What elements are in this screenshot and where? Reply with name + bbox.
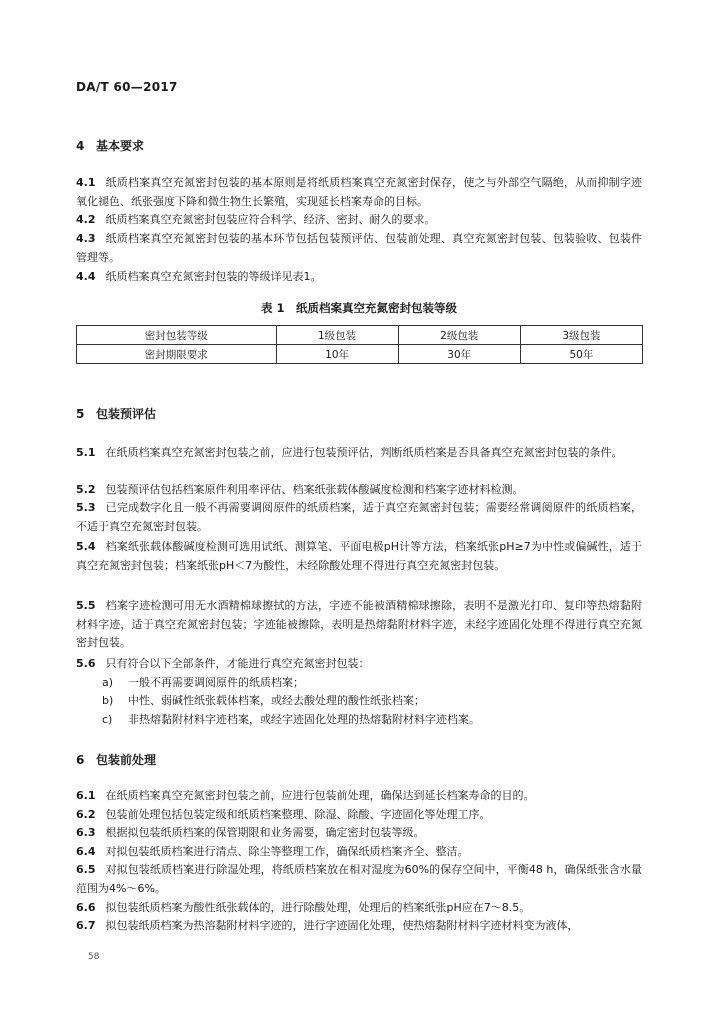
list-item: b) 中性、弱碱性纸张载体档案，或经去酸处理的酸性纸张档案；: [102, 694, 425, 707]
section-title: 基本要求: [96, 139, 145, 153]
clause-6-1: 6.1 在纸质档案真空充氮密封包装之前，应进行包装前处理，确保达到延长档案寿命的目的。: [76, 789, 535, 802]
clause-5-1: 5.1 在纸质档案真空充氮密封包装之前，应进行包装预评估，判断纸质档案是否具备真空充氮密封包装的条件。: [76, 446, 623, 459]
section-title: 包装预评估: [96, 407, 157, 421]
clause-6-6: 6.6 拟包装纸质档案为酸性纸张载体的，进行除酸处理，处理后的档案纸张pH应在7～8.5。: [76, 901, 531, 914]
grade-table: [76, 325, 643, 364]
page-number: 58: [88, 952, 100, 962]
section-number: 4: [76, 139, 85, 153]
clause-5-2: 5.2 包装预评估包括档案原件利用率评估、档案纸张载体酸碱度检测和档案字迹材料检测。: [76, 483, 524, 496]
clause-6-2: 6.2 包装前处理包括包装定级和纸质档案整理、除湿、除酸、字迹固化等处理工序。: [76, 808, 491, 821]
clause-6-7: 6.7 拟包装纸质档案为热溶黏附材料字迹的，进行字迹固化处理，使热熔黏附材料字迹材料变为液体，: [76, 919, 579, 932]
section-number: 6: [76, 753, 85, 767]
clause-6-3: 6.3 根据拟包装纸质档案的保管期限和业务需要，确定密封包装等级。: [76, 826, 425, 839]
list-item: a) 一般不再需要调阅原件的纸质档案；: [102, 676, 304, 689]
clause-6-5: 6.5 对拟包装纸质档案进行除湿处理，将纸质档案放在相对湿度为60%的保存空间中，平衡48 h，确保纸张含水量范围为4%～6%。: [76, 863, 642, 895]
table-row: [77, 326, 643, 345]
table-cell: 密封期限要求: [77, 345, 277, 364]
clause-4-4: 4.4 纸质档案真空充氮密封包装的等级详见表1。: [76, 270, 322, 283]
clause-6-4: 6.4 对拟包装纸质档案进行清点、除尘等整理工作，确保纸质档案齐全、整洁。: [76, 845, 469, 858]
section-number: 5: [76, 407, 85, 421]
table-cell: 密封包装等级: [77, 326, 277, 345]
clause-5-6: 5.6 只有符合以下全部条件，才能进行真空充氮密封包装：: [76, 657, 370, 670]
clause-4-3: 4.3 纸质档案真空充氮密封包装的基本环节包括包装预评估、包装前处理、真空充氮密封包装、包装验收、包装件管理等。: [76, 232, 642, 264]
table-cell: 50年: [520, 345, 642, 364]
clause-5-3: 5.3 已完成数字化且一般不再需要调阅原件的纸质档案，适于真空充氮密封包装；需要经常调阅原件的纸质档案，不适于真空充氮密封包装。: [76, 501, 642, 533]
section-6-heading: [76, 751, 156, 768]
clause-4-2: 4.2 纸质档案真空充氮密封包装应符合科学、经济、密封、耐久的要求。: [76, 213, 436, 226]
section-4-heading: [76, 137, 144, 154]
table-cell: 2级包装: [398, 326, 520, 345]
table-title: 表 1 纸质档案真空充氮密封包装等级: [260, 301, 457, 315]
standard-number: DA/T 60—2017: [76, 80, 178, 94]
section-title: 包装前处理: [96, 753, 157, 767]
list-item: c) 非热熔黏附材料字迹档案，或经字迹固化处理的热熔黏附材料字迹档案。: [102, 713, 480, 726]
table-cell: 10年: [276, 345, 398, 364]
table-row: [77, 345, 643, 364]
clause-4-1: 4.1 纸质档案真空充氮密封包装的基本原则是将纸质档案真空充氮密封保存，使之与外部空气隔绝，从而抑制字迹氧化褪色、纸张强度下降和微生物生长繁殖，实现延长档案寿命的目标。: [76, 176, 642, 208]
clause-5-4: 5.4 档案纸张载体酸碱度检测可选用试纸、测算笔、平面电极pH计等方法，档案纸张pH≥7为中性或偏碱性，适于真空充氮密封包装；档案纸张pH＜7为酸性，未经除酸处理不得进行真空充氮密封包装。: [76, 540, 642, 572]
section-5-heading: [76, 405, 156, 422]
table-cell: 30年: [398, 345, 520, 364]
clause-5-5: 5.5 档案字迹检测可用无水酒精棉球擦拭的方法，字迹不能被酒精棉球擦除，表明不是激光打印、复印等热熔黏附材料字迹，适于真空充氮密封包装；字迹能被擦除，表明是热熔黏附材料字迹，未经字迹固化处理不得进行真空充氮密封包装。: [76, 599, 642, 649]
table-cell: 3级包装: [520, 326, 642, 345]
table-cell: 1级包装: [276, 326, 398, 345]
